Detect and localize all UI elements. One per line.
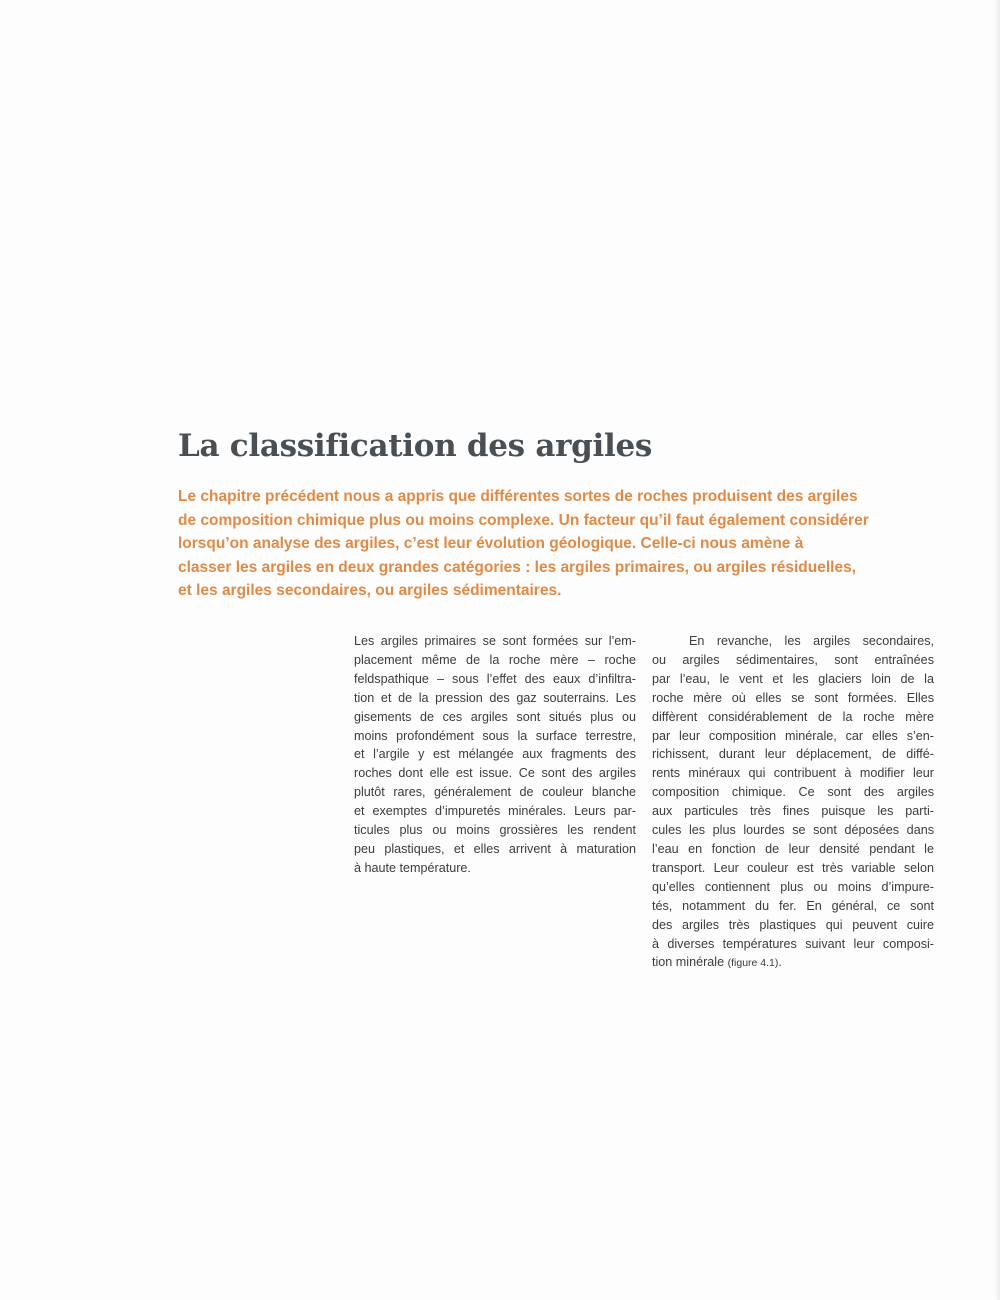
body-line: cules les plus lourdes se sont déposées dans [652,823,934,838]
body-line: feldspathique – sous l’effet des eaux d’infiltra- [354,671,636,686]
figure-reference: (figure 4.1) [727,957,779,970]
body-line: En revanche, les argiles secondaires, [689,634,934,648]
body-line: ou argiles sédimentaires, sont entraînées [652,652,934,667]
body-column-right [652,632,934,973]
body-line: peu plastiques, et elles arrivent à maturation [354,841,636,856]
lead-paragraph [178,485,908,603]
body-column-left [354,632,636,878]
lead-line: lorsqu’on analyse des argiles, c’est leur évolution géologique. Celle-ci nous amène à [178,535,804,553]
body-line: à diverses températures suivant leur composi- [652,936,934,951]
body-line: composition chimique. Ce sont des argiles [652,785,934,800]
body-line: à haute température. [354,860,471,875]
body-line: roches dont elle est issue. Ce sont des argiles [354,766,636,781]
body-line: tés, notamment du fer. En général, ce sont [652,898,934,913]
body-line: rents minéraux qui contribuent à modifier leur [652,766,934,781]
body-line: ticules plus ou moins grossières les rendent [354,823,636,838]
lead-line: classer les argiles en deux grandes catégories : les argiles primaires, ou argiles résiduelles, [178,558,857,576]
body-line: tion et de la pression des gaz souterrains. Les [354,690,636,705]
lead-line: Le chapitre précédent nous a appris que différentes sortes de roches produisent des argiles [178,488,858,505]
figure-reference-suffix: . [778,955,782,970]
body-line-final [652,953,934,973]
body-line: aux particules très fines puisque les parti- [652,804,934,819]
body-line: transport. Leur couleur est très variable selon [652,860,934,875]
body-line: qu’elles contiennent plus ou moins d’impure- [652,879,934,894]
body-line: placement même de la roche mère – roche [354,652,636,667]
body-line: moins profondément sous la surface terrestre, [354,728,636,743]
body-line: et exemptes d’impuretés minérales. Leurs par- [354,804,636,819]
section-title: La classification des argiles [178,428,653,464]
body-line: des argiles très plastiques qui peuvent cuire [652,917,934,932]
body-line: plutôt rares, généralement de couleur blanche [354,785,636,800]
page-edge-shadow [994,0,1000,1300]
body-line: diffèrent considérablement de la roche mère [652,709,934,724]
body-line: l’eau en fonction de leur densité pendant le [652,841,934,856]
lead-line: de composition chimique plus ou moins complexe. Un facteur qu’il faut également considérer [178,511,869,529]
body-line: par l’eau, le vent et les glaciers loin de la [652,671,934,686]
body-line: richissent, durant leur déplacement, de diffé- [652,747,934,762]
body-line: par leur composition minérale, car elles s’en- [652,728,934,743]
body-line: roche mère où elles se sont formées. Elles [652,690,934,705]
body-line: tion minérale [652,955,725,970]
body-line: gisements de ces argiles sont situés plus ou [354,709,636,724]
lead-line: et les argiles secondaires, ou argiles sédimentaires. [178,582,562,600]
body-line: Les argiles primaires se sont formées sur l’em- [354,634,636,648]
body-line: et l’argile y est mélangée aux fragments des [354,747,636,762]
